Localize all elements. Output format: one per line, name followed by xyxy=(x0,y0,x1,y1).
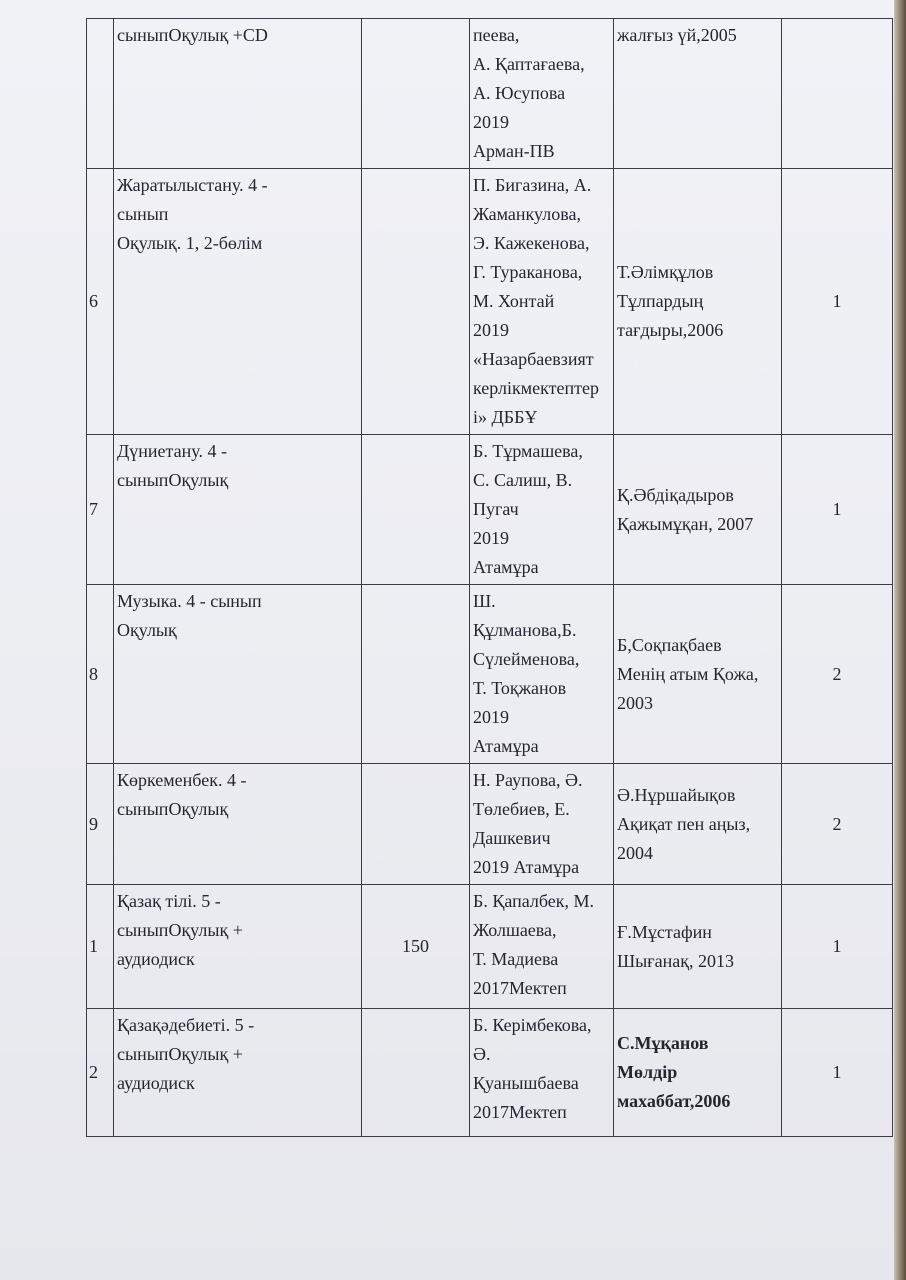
textbook-title: Көркеменбек. 4 - сыныпОқулық xyxy=(114,764,362,885)
table-row xyxy=(87,1009,893,1137)
copies-count xyxy=(782,19,893,169)
fiction-book: Ғ.Мұстафин Шығанақ, 2013 xyxy=(614,885,782,1009)
textbook-list-table xyxy=(86,18,893,1137)
authors-publisher: Б. Қапалбек, М. Жолшаева, Т. Мадиева 2017Мектеп xyxy=(470,885,614,1009)
row-number: 2 xyxy=(87,1009,114,1137)
textbook-title: Қазақәдебиеті. 5 - сыныпОқулық + аудиодиск xyxy=(114,1009,362,1137)
table-row xyxy=(87,585,893,764)
authors-publisher: Н. Раупова, Ә. Төлебиев, Е. Дашкевич 2019 Атамұра xyxy=(470,764,614,885)
fiction-book: Б,Соқпақбаев Менің атым Қожа, 2003 xyxy=(614,585,782,764)
copies-count: 2 xyxy=(782,585,893,764)
fiction-book: С.Мұқанов Мөлдір махаббат,2006 xyxy=(614,1009,782,1137)
quantity xyxy=(362,19,470,169)
textbook-title: Қазақ тілі. 5 - сыныпОқулық + аудиодиск xyxy=(114,885,362,1009)
row-number: 6 xyxy=(87,169,114,435)
textbook-title: Музыка. 4 - сынып Оқулық xyxy=(114,585,362,764)
copies-count: 2 xyxy=(782,764,893,885)
table-row xyxy=(87,764,893,885)
fiction-book: Т.Әлімқұлов Тұлпардың тағдыры,2006 xyxy=(614,169,782,435)
fiction-book: Ә.Нұршайықов Ақиқат пен аңыз, 2004 xyxy=(614,764,782,885)
authors-publisher: пеева, А. Қаптағаева, А. Юсупова 2019 Арман-ПВ xyxy=(470,19,614,169)
copies-count: 1 xyxy=(782,885,893,1009)
table-row xyxy=(87,19,893,169)
quantity xyxy=(362,435,470,585)
row-number: 7 xyxy=(87,435,114,585)
copies-count: 1 xyxy=(782,1009,893,1137)
textbook-title: сыныпОқулық +CD xyxy=(114,19,362,169)
authors-publisher: Б. Тұрмашева, С. Салиш, В. Пугач 2019 Атамұра xyxy=(470,435,614,585)
quantity xyxy=(362,1009,470,1137)
binding-edge xyxy=(894,0,906,1280)
copies-count: 1 xyxy=(782,435,893,585)
textbook-title: Жаратылыстану. 4 - сынып Оқулық. 1, 2-бөлім xyxy=(114,169,362,435)
fiction-book: жалғыз үй,2005 xyxy=(614,19,782,169)
table-row xyxy=(87,885,893,1009)
authors-publisher: Б. Керімбекова, Ә. Қуанышбаева 2017Мектеп xyxy=(470,1009,614,1137)
row-number: 1 xyxy=(87,885,114,1009)
copies-count: 1 xyxy=(782,169,893,435)
quantity: 150 xyxy=(362,885,470,1009)
table-row xyxy=(87,435,893,585)
quantity xyxy=(362,764,470,885)
row-number xyxy=(87,19,114,169)
textbook-title: Дүниетану. 4 - сыныпОқулық xyxy=(114,435,362,585)
table-row xyxy=(87,169,893,435)
row-number: 8 xyxy=(87,585,114,764)
quantity xyxy=(362,169,470,435)
fiction-book: Қ.Әбдіқадыров Қажымұқан, 2007 xyxy=(614,435,782,585)
authors-publisher: Ш. Құлманова,Б. Сүлейменова, Т. Тоқжанов 2019 Атамұра xyxy=(470,585,614,764)
authors-publisher: П. Бигазина, А. Жаманкулова, Э. Кажекенова, Г. Тураканова, М. Хонтай 2019 «Назарбаевзият керлікмектептер і» ДББҰ xyxy=(470,169,614,435)
quantity xyxy=(362,585,470,764)
row-number: 9 xyxy=(87,764,114,885)
